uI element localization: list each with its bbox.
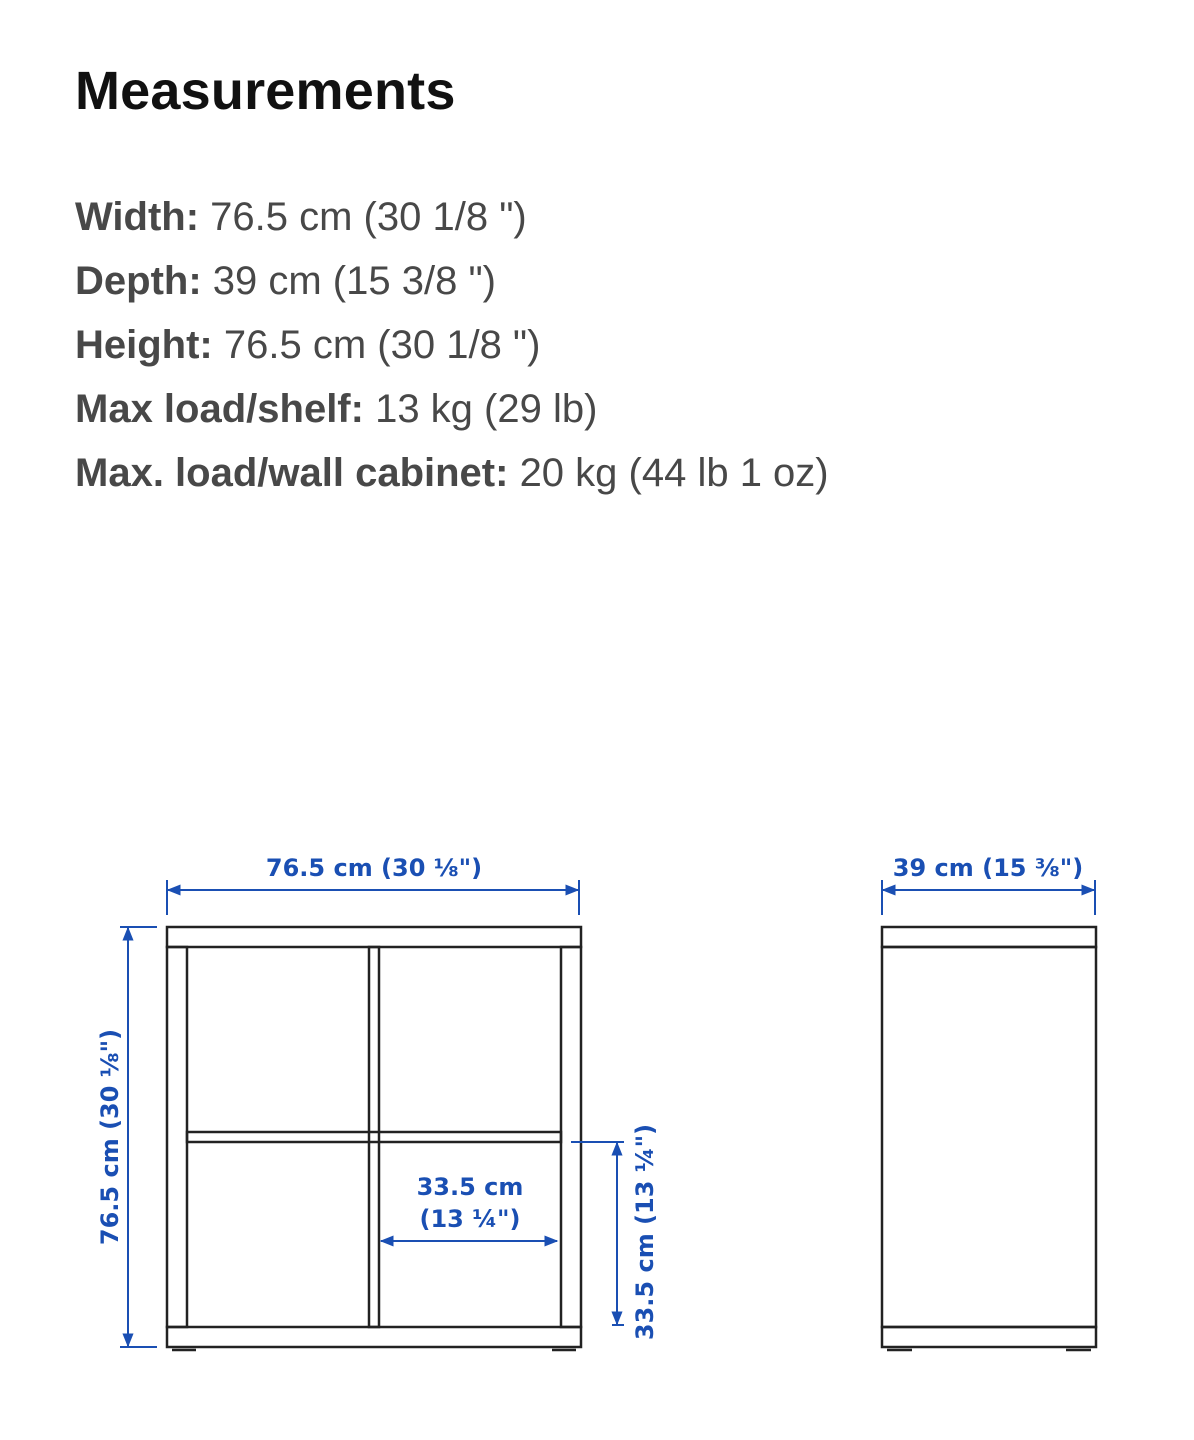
spec-value: 39 cm (15 3/8 ") — [212, 259, 496, 303]
spec-width — [75, 190, 829, 254]
spec-max-load-wall-cabinet — [75, 446, 829, 510]
side-depth-label: 39 cm (15 ⅜") — [892, 854, 1084, 882]
front-view — [167, 927, 581, 1350]
spec-label: Height: — [75, 323, 213, 367]
front-height-label: 76.5 cm (30 ⅛") — [96, 1028, 124, 1246]
spec-value: 20 kg (44 lb 1 oz) — [519, 451, 829, 495]
spec-list — [75, 190, 829, 510]
side-top-board — [882, 927, 1096, 947]
spec-label: Depth: — [75, 259, 202, 303]
side-panel — [882, 947, 1096, 1327]
side-view — [882, 927, 1096, 1350]
front-width-dimension — [167, 880, 579, 915]
spec-max-load-shelf — [75, 382, 829, 446]
front-left-panel — [167, 947, 187, 1327]
spec-label: Max. load/wall cabinet: — [75, 451, 509, 495]
compartment-height-dimension — [571, 1142, 624, 1325]
spec-label: Max load/shelf: — [75, 387, 364, 431]
compartment-height-label: 33.5 cm (13 ¼") — [631, 1123, 659, 1341]
spec-label: Width: — [75, 195, 200, 239]
side-bottom-board — [882, 1327, 1096, 1347]
front-height-dimension — [120, 927, 157, 1347]
spec-value: 13 kg (29 lb) — [375, 387, 598, 431]
spec-depth — [75, 254, 829, 318]
compartment-width-label-line1: 33.5 cm — [416, 1173, 524, 1201]
spec-value: 76.5 cm (30 1/8 ") — [210, 195, 527, 239]
side-depth-dimension — [882, 880, 1095, 915]
front-right-panel — [561, 947, 581, 1327]
front-middle-shelf — [187, 1132, 561, 1142]
front-top-board — [167, 927, 581, 947]
dimension-diagram — [0, 820, 1194, 1380]
front-width-label: 76.5 cm (30 ⅛") — [265, 854, 483, 882]
compartment-width-label-line2: (13 ¼") — [419, 1205, 521, 1233]
spec-value: 76.5 cm (30 1/8 ") — [223, 323, 541, 367]
front-bottom-board — [167, 1327, 581, 1347]
spec-height — [75, 318, 829, 382]
front-center-divider — [369, 947, 379, 1327]
page-title: Measurements — [75, 61, 456, 121]
